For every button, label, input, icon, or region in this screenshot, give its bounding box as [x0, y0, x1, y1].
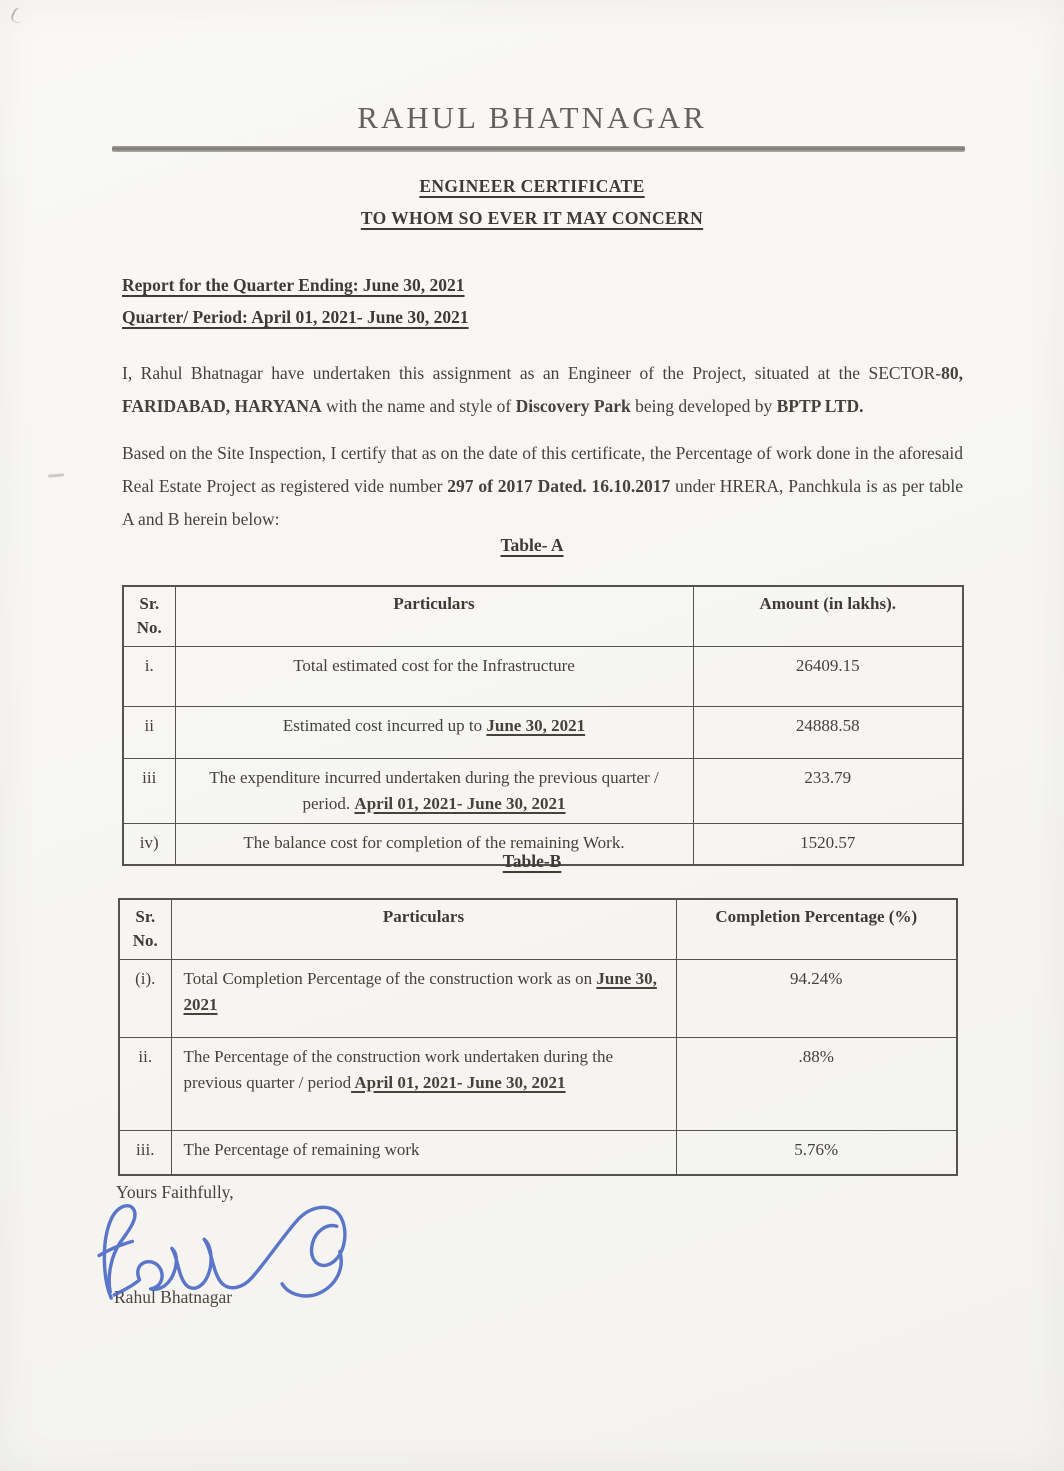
table-row — [119, 1038, 957, 1131]
table-a-amount-cell: 1520.57 — [693, 824, 963, 865]
table-a-header-particulars: Particulars — [175, 586, 693, 647]
table-b-sr-cell: iii. — [119, 1131, 171, 1175]
table-a-caption: Table- A — [500, 535, 564, 555]
table-a-sr-cell: i. — [123, 647, 175, 707]
table-b-percentage-cell: 94.24% — [676, 960, 957, 1038]
heading-engineer-certificate: ENGINEER CERTIFICATE — [419, 176, 645, 196]
report-period-line: Quarter/ Period: April 01, 2021- June 30, 2021 — [122, 307, 469, 327]
table-b-particulars-cell: Total Completion Percentage of the construction work as on June 30, 2021 — [171, 960, 676, 1038]
table-a-particulars-cell: The expenditure incurred undertaken during the previous quarter / period. April 01, 2021- June 30, 2021 — [175, 759, 693, 824]
table-a-amount-cell: 26409.15 — [693, 647, 963, 707]
letterhead-title: RAHUL BHATNAGAR — [357, 100, 707, 135]
table-b-sr-cell: (i). — [119, 960, 171, 1038]
table-b-percentage-cell: 5.76% — [676, 1131, 957, 1175]
table-a-amount-cell: 233.79 — [693, 759, 963, 824]
signatory-name: Rahul Bhatnagar — [114, 1287, 233, 1307]
table-a-sr-cell: iii — [123, 759, 175, 824]
table-a-sr-cell: iv) — [123, 824, 175, 865]
paragraph-assignment: I, Rahul Bhatnagar have undertaken this assignment as an Engineer of the Project, situated at the SECTOR-80, FARIDABAD, HARYANA with the name and style of Discovery Park being developed by BPTP LTD. — [122, 363, 963, 416]
table-a-header-amount: Amount (in lakhs). — [693, 586, 963, 647]
letterhead-rule — [112, 146, 965, 152]
scan-artifact — [48, 473, 64, 477]
closing-salutation: Yours Faithfully, — [116, 1182, 234, 1202]
table-row — [123, 759, 963, 824]
table-b — [118, 898, 958, 1176]
table-b-particulars-cell: The Percentage of remaining work — [171, 1131, 676, 1175]
table-row — [123, 707, 963, 759]
table-a-particulars-cell: Estimated cost incurred up to June 30, 2021 — [175, 707, 693, 759]
table-a-particulars-cell: The balance cost for completion of the remaining Work. — [175, 824, 693, 865]
table-a-header-sr: Sr. No. — [123, 586, 175, 647]
table-b-header-row — [119, 899, 957, 960]
table-row — [119, 1131, 957, 1175]
table-b-header-particulars: Particulars — [171, 899, 676, 960]
table-row — [119, 960, 957, 1038]
scan-artifact — [9, 6, 26, 25]
table-b-caption: Table-B — [502, 851, 562, 871]
table-row — [123, 647, 963, 707]
heading-to-whom-concern: TO WHOM SO EVER IT MAY CONCERN — [360, 208, 704, 228]
table-b-header-sr: Sr. No. — [119, 899, 171, 960]
table-a — [122, 585, 964, 866]
table-b-percentage-cell: .88% — [676, 1038, 957, 1131]
table-a-header-row — [123, 586, 963, 647]
report-quarter-ending-line: Report for the Quarter Ending: June 30, 2021 — [122, 275, 465, 295]
table-b-particulars-cell: The Percentage of the construction work undertaken during the previous quarter / period April 01, 2021- June 30, 2021 — [171, 1038, 676, 1131]
table-b-sr-cell: ii. — [119, 1038, 171, 1131]
table-a-amount-cell: 24888.58 — [693, 707, 963, 759]
table-a-sr-cell: ii — [123, 707, 175, 759]
paragraph-certification: Based on the Site Inspection, I certify that as on the date of this certificate, the Percentage of work done in the aforesaid Real Estate Project as registered vide number 297 of 2017 Dated. 16.10.2017 under HRERA, Panchkula is as per table A and B herein below: — [122, 443, 964, 529]
table-b-header-completion: Completion Percentage (%) — [676, 899, 957, 960]
table-a-particulars-cell: Total estimated cost for the Infrastructure — [175, 647, 693, 707]
